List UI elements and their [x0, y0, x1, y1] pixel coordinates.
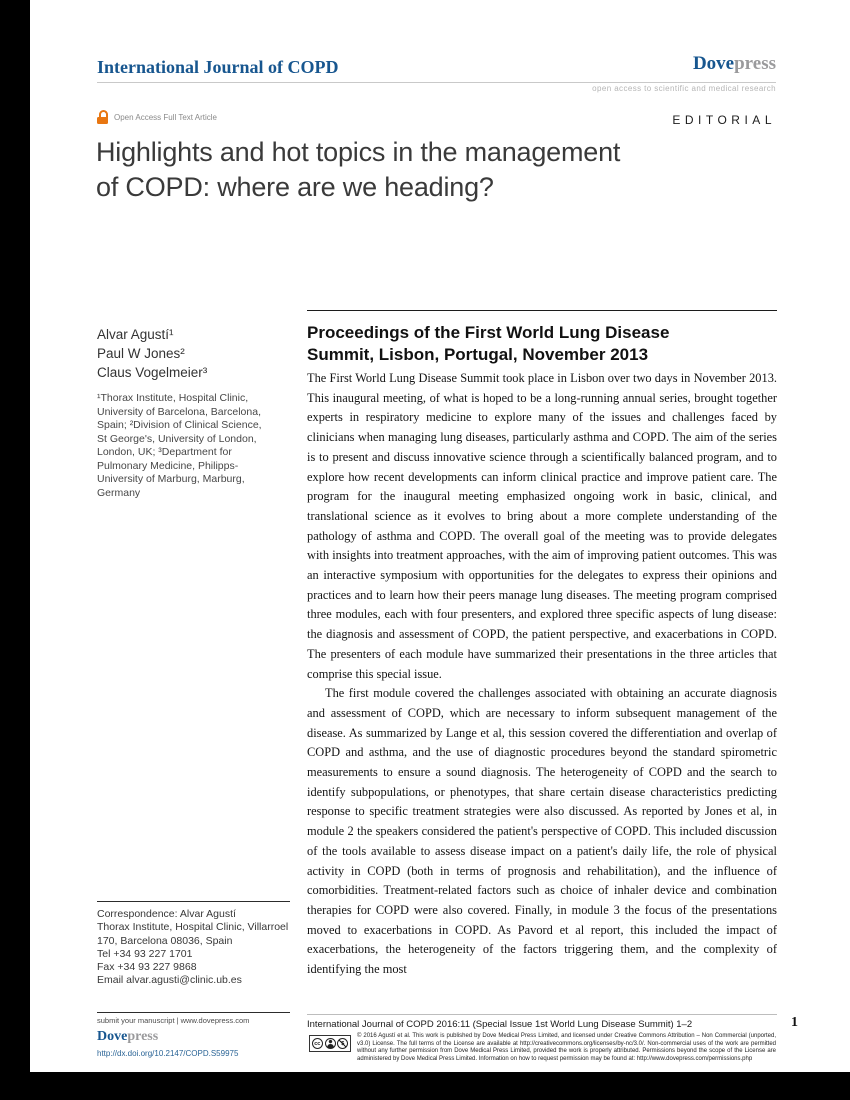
journal-name: International Journal of COPD	[97, 57, 339, 77]
cc-icon: cc	[312, 1038, 323, 1049]
left-black-margin	[0, 0, 30, 1100]
correspondence-email-link[interactable]: Email alvar.agusti@clinic.ub.es	[97, 974, 242, 987]
author-name: Claus Vogelmeier³	[97, 365, 208, 380]
cc-by-nc-license-badge[interactable]	[309, 1035, 351, 1052]
body-paragraph-2: The first module covered the challenges associated with obtaining an accurate diagnosis and assessment of COPD, which are necessary to inform subsequent management of the disease. As summarized by Lange et al, this session covered the differentiation and overlap of COPD and asthma, and the use of diagnostic procedures beyond the standard spirometric measurements to ensure a sound diagnosis. The heterogeneity of COPD and the search to identify subpopulations, or phenotypes, that share certain disease characteristics predicting response to specific treatment strategies were also discussed. As reported by Jones et al, in module 2 the speakers considered the patient's perspective of COPD. This included discussion of the tools available to assess disease impact on a patient's daily life, the role of physical activity in COPD (both in terms of prognosis and rehabilitation), and the influence of comorbidities. Treatment-related factors such as choice of inhaler device and combination therapies for COPD were also covered. Finally, in module 3 the focus of the presentations moved to exacerbations in COPD. As Pavord et al report, this included the impact of exacerbations, the heterogeneity of the factors triggering them, and the complexity of identifying the most	[307, 686, 777, 977]
correspondence-tel: Tel +34 93 227 1701	[97, 947, 193, 960]
footer-dovepress-logo	[97, 1029, 158, 1045]
main-heading-line-2: Summit, Lisbon, Portugal, November 2013	[307, 344, 649, 364]
open-access-label: Open Access Full Text Article	[114, 112, 218, 122]
correspondence-divider	[97, 901, 290, 902]
open-access-row	[97, 110, 217, 124]
correspondence-title-line: Correspondence: Alvar Agustí	[97, 908, 236, 920]
submit-manuscript-link[interactable]: submit your manuscript | www.dovepress.com	[97, 1016, 250, 1025]
brand-dove-text: Dove	[692, 53, 735, 74]
article-title	[96, 135, 776, 205]
author-name: Alvar Agustí¹	[97, 327, 174, 342]
page-number: 1	[791, 1015, 798, 1030]
footer-left-divider	[97, 1012, 290, 1013]
article-title-line-2: of COPD: where are we heading?	[96, 172, 494, 202]
footer-dove-text: Dove	[97, 1029, 128, 1044]
affiliations: ¹Thorax Institute, Hospital Clinic, University of Barcelona, Barcelona, Spain; ²Division of Clinical Science, St George's, University of London, London, UK; ³Department for Pulmonary Medicine, Philipps-University of Marburg, Marburg, Germany	[97, 392, 262, 499]
main-heading	[307, 322, 787, 365]
cc-nc-dollar-icon: $	[337, 1038, 348, 1049]
open-access-icon	[97, 110, 108, 124]
correspondence-address: Thorax Institute, Hospital Clinic, Villarroel 170, Barcelona 08036, Spain	[97, 921, 289, 947]
footer-press-text: press	[127, 1029, 159, 1044]
footer-right-divider	[307, 1014, 777, 1015]
main-column-divider	[307, 310, 777, 311]
main-heading-line-1: Proceedings of the First World Lung Disease	[307, 323, 670, 342]
author-name: Paul W Jones²	[97, 346, 185, 361]
citation-line: International Journal of COPD 2016:11 (Special Issue 1st World Lung Disease Summit) 1–2	[307, 1019, 693, 1030]
body-paragraph-1: The First World Lung Disease Summit took place in Lisbon over two days in November 2013. This inaugural meeting, of what is hoped to be a long-running annual series, brought together experts in respiratory medicine to explore many of the issues and challenges faced by clinicians when managing lung diseases, particularly asthma and COPD. The aim of the series is to present and discuss innovative science through a scientifically balanced program, and to explore how recent developments can inform clinical practice and improve patient care. The program for the inaugural meeting emphasized ongoing work in basic, clinical, and translational science as it evolves to bring about a more complete understanding of the pathology of asthma and COPD. The overall goal of the meeting was to provide delegates with insights into treatment approaches, with the aim of improving patient outcomes. This was an interactive symposium with opportunities for the delegates to express their opinions and practices and to learn how their peers manage lung diseases. The meeting program comprised three modules, each with four presenters, and explored three specific aspects of lung disease: the diagnosis and assessment of COPD, the patient perspective, and exacerbations in COPD. The presenters of each module have summarized their presentations in the three articles that comprise this special issue.	[307, 371, 777, 681]
doi-link[interactable]: http://dx.doi.org/10.2147/COPD.S59975	[97, 1049, 239, 1058]
authors-list	[97, 325, 207, 382]
article-title-line-1: Highlights and hot topics in the management	[96, 137, 621, 167]
bottom-black-margin	[0, 1072, 850, 1100]
license-text: © 2016 Agustí et al. This work is published by Dove Medical Press Limited, and licensed under Creative Commons Attribution – Non Commercial (unported, v3.0) License. The full terms of the License are available at http://creativecommons.org/licenses/by-nc/3.0/. Non-commercial uses of the work are permitted without any further permission from Dove Medical Press Limited, provided the work is properly attributed. Permissions beyond the scope of the License are administered by Dove Medical Press Limited. Information on how to request permission may be found at: http://www.dovepress.com/permissions.php	[357, 1033, 776, 1062]
section-label: EDITORIAL	[672, 113, 776, 127]
article-body	[307, 369, 777, 980]
correspondence-block	[97, 908, 289, 988]
brand-press-text: press	[734, 53, 776, 74]
dovepress-logo	[693, 53, 776, 75]
header-divider	[97, 82, 776, 83]
cc-by-person-icon	[325, 1038, 336, 1049]
correspondence-fax: Fax +34 93 227 9868	[97, 961, 197, 974]
brand-tagline: open access to scientific and medical research	[592, 84, 776, 93]
